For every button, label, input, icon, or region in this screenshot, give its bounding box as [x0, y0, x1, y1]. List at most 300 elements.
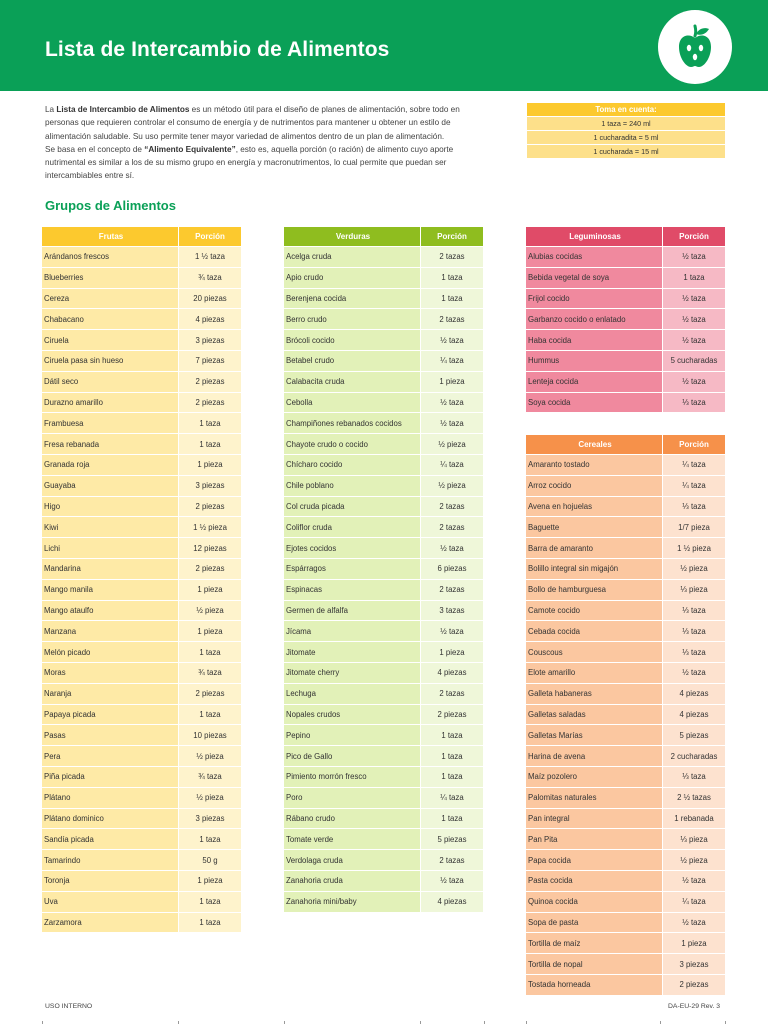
table-row	[284, 559, 483, 580]
intro-bold-1: Lista de Intercambio de Alimentos	[56, 105, 190, 114]
portion-value: ⅓ taza	[662, 393, 725, 414]
food-name: Lichi	[42, 538, 178, 559]
table-row	[526, 580, 725, 601]
food-name: Acelga cruda	[284, 247, 420, 268]
portion-value: ⅓ pieza	[662, 829, 725, 850]
portion-value: ½ taza	[662, 372, 725, 393]
portion-value: 2 tazas	[420, 580, 483, 601]
food-name: Cereza	[42, 289, 178, 310]
table-row	[284, 829, 483, 850]
portion-value: 2 piezas	[178, 684, 241, 705]
food-name: Ejotes cocidos	[284, 538, 420, 559]
food-name: Soya cocida	[526, 393, 662, 414]
food-name: Guayaba	[42, 476, 178, 497]
portion-value: 4 piezas	[178, 309, 241, 330]
table-row	[284, 497, 483, 518]
portion-value: 3 piezas	[178, 330, 241, 351]
table-row	[284, 434, 483, 455]
table-row	[42, 746, 241, 767]
food-name: Papaya picada	[42, 705, 178, 726]
portion-value: 1 taza	[662, 268, 725, 289]
table-row	[526, 642, 725, 663]
portion-value: 1 taza	[178, 829, 241, 850]
table-row	[42, 767, 241, 788]
table-row	[42, 351, 241, 372]
table-row	[42, 642, 241, 663]
food-name: Baguette	[526, 517, 662, 538]
column-header: Porción	[662, 227, 725, 247]
table-row	[42, 455, 241, 476]
table-row	[284, 330, 483, 351]
table-row	[526, 892, 725, 913]
food-name: Tomate verde	[284, 829, 420, 850]
food-name: Verdolaga cruda	[284, 850, 420, 871]
portion-value: 12 piezas	[178, 538, 241, 559]
food-name: Pasas	[42, 725, 178, 746]
table-row	[42, 559, 241, 580]
page-header	[0, 0, 768, 91]
food-name: Chayote crudo o cocido	[284, 434, 420, 455]
portion-value: 2 tazas	[420, 517, 483, 538]
table-row	[284, 621, 483, 642]
food-name: Higo	[42, 497, 178, 518]
portion-value: 6 piezas	[420, 559, 483, 580]
table-row	[42, 289, 241, 310]
portion-value: ½ taza	[420, 393, 483, 414]
portion-value: 5 piezas	[662, 725, 725, 746]
table-row	[42, 788, 241, 809]
portion-value: 1 taza	[178, 413, 241, 434]
food-name: Maíz pozolero	[526, 767, 662, 788]
cereales-table	[526, 435, 725, 996]
portion-value: ¼ taza	[662, 892, 725, 913]
table-row	[284, 476, 483, 497]
food-name: Col cruda picada	[284, 497, 420, 518]
portion-value: 2 piezas	[178, 393, 241, 414]
portion-value: ½ pieza	[420, 476, 483, 497]
food-name: Kiwi	[42, 517, 178, 538]
portion-value: 1 taza	[178, 705, 241, 726]
portion-value: 1 taza	[420, 767, 483, 788]
portion-value: 1 taza	[420, 809, 483, 830]
food-name: Haba cocida	[526, 330, 662, 351]
food-name: Pan Pita	[526, 829, 662, 850]
table-row	[284, 309, 483, 330]
food-name: Manzana	[42, 621, 178, 642]
food-name: Arándanos frescos	[42, 247, 178, 268]
table-header-row	[284, 227, 483, 247]
portion-value: 1 ½ pieza	[178, 517, 241, 538]
food-name: Elote amarillo	[526, 663, 662, 684]
table-row	[526, 621, 725, 642]
food-name: Plátano	[42, 788, 178, 809]
column-header: Leguminosas	[526, 227, 662, 247]
portion-value: ½ taza	[420, 538, 483, 559]
table-row	[526, 538, 725, 559]
food-name: Durazno amarillo	[42, 393, 178, 414]
food-name: Coliflor cruda	[284, 517, 420, 538]
portion-value: 1 pieza	[178, 621, 241, 642]
portion-value: 4 piezas	[662, 705, 725, 726]
table-row	[284, 809, 483, 830]
portion-value: ¼ taza	[420, 351, 483, 372]
table-row	[526, 954, 725, 975]
table-row	[284, 517, 483, 538]
portion-value: ¼ taza	[420, 788, 483, 809]
food-name: Bebida vegetal de soya	[526, 268, 662, 289]
portion-value: 3 piezas	[178, 809, 241, 830]
food-name: Pimiento morrón fresco	[284, 767, 420, 788]
intro-text-1b: es un método útil para el diseño de planes de alimentación, sobre todo en personas que requieren controlar el consumo de energía y de nutrimentos para mantener u obtener un estilo de alimentación saludable. Su uso permite tener mayor variedad de alimentos dentro de un plan de alimentación.	[45, 105, 460, 141]
food-name: Zarzamora	[42, 913, 178, 934]
portion-value: ½ pieza	[178, 601, 241, 622]
table-row	[526, 330, 725, 351]
portion-value: 4 piezas	[420, 663, 483, 684]
portion-value: 2 tazas	[420, 309, 483, 330]
portion-value: 2 piezas	[662, 975, 725, 996]
food-name: Quinoa cocida	[526, 892, 662, 913]
food-name: Berenjena cocida	[284, 289, 420, 310]
page-title: Lista de Intercambio de Alimentos	[45, 38, 390, 61]
food-name: Cebada cocida	[526, 621, 662, 642]
food-name: Pepino	[284, 725, 420, 746]
frutas-table	[42, 227, 241, 933]
portion-value: ½ taza	[662, 330, 725, 351]
food-name: Granada roja	[42, 455, 178, 476]
portion-value: ½ taza	[420, 330, 483, 351]
intro-text-1a: La	[45, 105, 57, 114]
table-row	[42, 663, 241, 684]
food-name: Jitomate cherry	[284, 663, 420, 684]
food-name: Ciruela pasa sin hueso	[42, 351, 178, 372]
food-name: Espárragos	[284, 559, 420, 580]
table-row	[526, 913, 725, 934]
table-row	[284, 289, 483, 310]
table-row	[526, 809, 725, 830]
column-header: Cereales	[526, 435, 662, 455]
table-row	[284, 871, 483, 892]
table-row	[42, 580, 241, 601]
table-row	[526, 455, 725, 476]
food-name: Fresa rebanada	[42, 434, 178, 455]
table-row	[42, 850, 241, 871]
food-name: Rábano crudo	[284, 809, 420, 830]
portion-value: 5 piezas	[420, 829, 483, 850]
portion-value: ¾ taza	[178, 767, 241, 788]
food-name: Garbanzo cocido o enlatado	[526, 309, 662, 330]
portion-value: ½ pieza	[662, 559, 725, 580]
portion-value: 7 piezas	[178, 351, 241, 372]
table-row	[284, 788, 483, 809]
food-name: Chabacano	[42, 309, 178, 330]
portion-value: ¾ taza	[178, 663, 241, 684]
food-name: Sandía picada	[42, 829, 178, 850]
portion-value: 2 ½ tazas	[662, 788, 725, 809]
portion-value: ½ taza	[662, 289, 725, 310]
portion-value: 2 tazas	[420, 497, 483, 518]
table-row	[284, 725, 483, 746]
food-name: Blueberries	[42, 268, 178, 289]
table-row	[42, 517, 241, 538]
table-row	[526, 497, 725, 518]
portion-value: 2 tazas	[420, 247, 483, 268]
table-row	[284, 892, 483, 913]
section-title: Grupos de Alimentos	[45, 198, 176, 213]
portion-value: ¼ taza	[662, 476, 725, 497]
food-name: Pan integral	[526, 809, 662, 830]
food-name: Chícharo cocido	[284, 455, 420, 476]
food-name: Tortilla de maíz	[526, 933, 662, 954]
table-row	[284, 746, 483, 767]
column-header: Porción	[178, 227, 241, 247]
portion-value: 10 piezas	[178, 725, 241, 746]
portion-value: 1 ½ taza	[178, 247, 241, 268]
table-row	[284, 538, 483, 559]
portion-value: 1 pieza	[178, 580, 241, 601]
portion-value: 2 piezas	[178, 497, 241, 518]
portion-value: ½ taza	[662, 913, 725, 934]
table-row	[284, 268, 483, 289]
portion-value: 2 piezas	[420, 705, 483, 726]
portion-value: ½ taza	[662, 247, 725, 268]
table-header-row	[42, 227, 241, 247]
portion-value: ¾ taza	[178, 268, 241, 289]
table-row	[526, 559, 725, 580]
food-name: Espinacas	[284, 580, 420, 601]
column-header: Frutas	[42, 227, 178, 247]
food-name: Tostada horneada	[526, 975, 662, 996]
table-row	[526, 393, 725, 414]
table-row	[42, 871, 241, 892]
portion-value: 2 cucharadas	[662, 746, 725, 767]
table-row	[42, 309, 241, 330]
table-row	[284, 684, 483, 705]
measurement-note	[527, 103, 725, 159]
table-row	[42, 601, 241, 622]
food-name: Avena en hojuelas	[526, 497, 662, 518]
table-row	[42, 809, 241, 830]
food-name: Dátil seco	[42, 372, 178, 393]
portion-value: 1 pieza	[178, 455, 241, 476]
table-row	[42, 725, 241, 746]
food-name: Frambuesa	[42, 413, 178, 434]
food-name: Amaranto tostado	[526, 455, 662, 476]
portion-value: 1 pieza	[662, 933, 725, 954]
portion-value: ½ pieza	[662, 850, 725, 871]
portion-value: 4 piezas	[420, 892, 483, 913]
food-name: Germen de alfalfa	[284, 601, 420, 622]
table-row	[284, 393, 483, 414]
food-name: Nopales crudos	[284, 705, 420, 726]
table-row	[42, 913, 241, 934]
portion-value: ½ taza	[420, 871, 483, 892]
table-row	[284, 455, 483, 476]
portion-value: 2 piezas	[178, 372, 241, 393]
table-row	[284, 413, 483, 434]
portion-value: 3 piezas	[178, 476, 241, 497]
table-row	[526, 601, 725, 622]
table-header-row	[526, 227, 725, 247]
leguminosas-table	[526, 227, 725, 413]
food-name: Uva	[42, 892, 178, 913]
food-name: Pera	[42, 746, 178, 767]
table-row	[526, 746, 725, 767]
table-row	[42, 705, 241, 726]
portion-value: 1 taza	[178, 913, 241, 934]
table-row	[42, 829, 241, 850]
note-title: Toma en cuenta:	[527, 103, 725, 117]
portion-value: 1 taza	[420, 289, 483, 310]
note-line: 1 cucharadita = 5 ml	[527, 131, 725, 145]
food-name: Alubias cocidas	[526, 247, 662, 268]
column-header: Verduras	[284, 227, 420, 247]
table-row	[526, 788, 725, 809]
column-header: Porción	[420, 227, 483, 247]
food-name: Mandarina	[42, 559, 178, 580]
portion-value: ⅓ taza	[662, 621, 725, 642]
portion-value: ½ taza	[420, 621, 483, 642]
portion-value: ½ pieza	[178, 746, 241, 767]
portion-value: 2 tazas	[420, 850, 483, 871]
table-row	[526, 829, 725, 850]
table-header-row	[526, 435, 725, 455]
table-row	[526, 850, 725, 871]
food-name: Sopa de pasta	[526, 913, 662, 934]
portion-value: ⅓ taza	[662, 642, 725, 663]
table-row	[42, 497, 241, 518]
portion-value: 1 pieza	[420, 372, 483, 393]
food-name: Palomitas naturales	[526, 788, 662, 809]
portion-value: ¼ taza	[420, 455, 483, 476]
food-name: Melón picado	[42, 642, 178, 663]
food-name: Betabel crudo	[284, 351, 420, 372]
food-name: Piña picada	[42, 767, 178, 788]
food-name: Ciruela	[42, 330, 178, 351]
food-name: Arroz cocido	[526, 476, 662, 497]
intro-text-2a: Se basa en el concepto de	[45, 144, 145, 154]
table-row	[284, 705, 483, 726]
portion-value: ⅓ taza	[662, 601, 725, 622]
table-row	[42, 372, 241, 393]
food-name: Couscous	[526, 642, 662, 663]
food-name: Jitomate	[284, 642, 420, 663]
table-row	[526, 767, 725, 788]
portion-value: 20 piezas	[178, 289, 241, 310]
table-row	[42, 892, 241, 913]
food-name: Jícama	[284, 621, 420, 642]
table-row	[42, 621, 241, 642]
food-name: Zanahoria cruda	[284, 871, 420, 892]
apple-icon	[677, 24, 713, 68]
table-row	[42, 538, 241, 559]
table-row	[526, 309, 725, 330]
portion-value: ¼ taza	[662, 455, 725, 476]
table-row	[526, 725, 725, 746]
portion-value: 4 piezas	[662, 684, 725, 705]
portion-value: 1 ½ pieza	[662, 538, 725, 559]
portion-value: ½ taza	[662, 309, 725, 330]
food-name: Apio crudo	[284, 268, 420, 289]
portion-value: ½ pieza	[178, 788, 241, 809]
portion-value: 2 piezas	[178, 559, 241, 580]
portion-value: 1 taza	[420, 725, 483, 746]
food-name: Poro	[284, 788, 420, 809]
food-name: Mango ataulfo	[42, 601, 178, 622]
food-name: Chile poblano	[284, 476, 420, 497]
table-row	[42, 393, 241, 414]
table-row	[526, 933, 725, 954]
portion-value: 1 pieza	[420, 642, 483, 663]
table-row	[526, 247, 725, 268]
food-name: Moras	[42, 663, 178, 684]
food-name: Barra de amaranto	[526, 538, 662, 559]
column-header: Porción	[662, 435, 725, 455]
portion-value: 1 taza	[420, 746, 483, 767]
food-name: Toronja	[42, 871, 178, 892]
portion-value: ½ taza	[420, 413, 483, 434]
table-row	[42, 247, 241, 268]
portion-value: 50 g	[178, 850, 241, 871]
table-row	[284, 767, 483, 788]
portion-value: ½ pieza	[420, 434, 483, 455]
food-name: Brócoli cocido	[284, 330, 420, 351]
table-row	[42, 268, 241, 289]
portion-value: 1 taza	[178, 642, 241, 663]
intro-text-2b: , esto es, aquella porción (o ración) de alimento cuyo aporte nutrimental es similar a los de su mismo grupo en energía y macronutrimentos, lo cual permite que puedan ser intercambiables entre sí.	[45, 144, 454, 181]
food-name: Bollo de hamburguesa	[526, 580, 662, 601]
table-row	[42, 330, 241, 351]
food-name: Plátano dominico	[42, 809, 178, 830]
food-name: Lenteja cocida	[526, 372, 662, 393]
intro-bold-2: “Alimento Equivalente”	[144, 144, 236, 154]
portion-value: 3 piezas	[662, 954, 725, 975]
table-row	[42, 434, 241, 455]
table-row	[526, 476, 725, 497]
table-row	[526, 705, 725, 726]
table-row	[526, 684, 725, 705]
food-name: Tortilla de nopal	[526, 954, 662, 975]
food-name: Calabacita cruda	[284, 372, 420, 393]
food-name: Zanahoria mini/baby	[284, 892, 420, 913]
table-row	[284, 580, 483, 601]
portion-value: 1 taza	[178, 434, 241, 455]
table-row	[284, 351, 483, 372]
table-row	[284, 850, 483, 871]
portion-value: ⅓ taza	[662, 767, 725, 788]
table-row	[526, 351, 725, 372]
table-row	[526, 517, 725, 538]
logo-badge	[658, 10, 732, 84]
food-name: Pico de Gallo	[284, 746, 420, 767]
verduras-table	[284, 227, 483, 913]
portion-value: 1/7 pieza	[662, 517, 725, 538]
portion-value: ⅓ pieza	[662, 580, 725, 601]
portion-value: ½ taza	[662, 663, 725, 684]
portion-value: 1 pieza	[178, 871, 241, 892]
food-name: Lechuga	[284, 684, 420, 705]
portion-value: ½ taza	[662, 871, 725, 892]
food-name: Berro crudo	[284, 309, 420, 330]
table-row	[284, 601, 483, 622]
food-name: Bolillo integral sin migajón	[526, 559, 662, 580]
food-name: Naranja	[42, 684, 178, 705]
food-name: Cebolla	[284, 393, 420, 414]
food-name: Galleta habaneras	[526, 684, 662, 705]
table-row	[42, 476, 241, 497]
food-name: Camote cocido	[526, 601, 662, 622]
intro-text	[45, 103, 485, 183]
table-row	[526, 268, 725, 289]
